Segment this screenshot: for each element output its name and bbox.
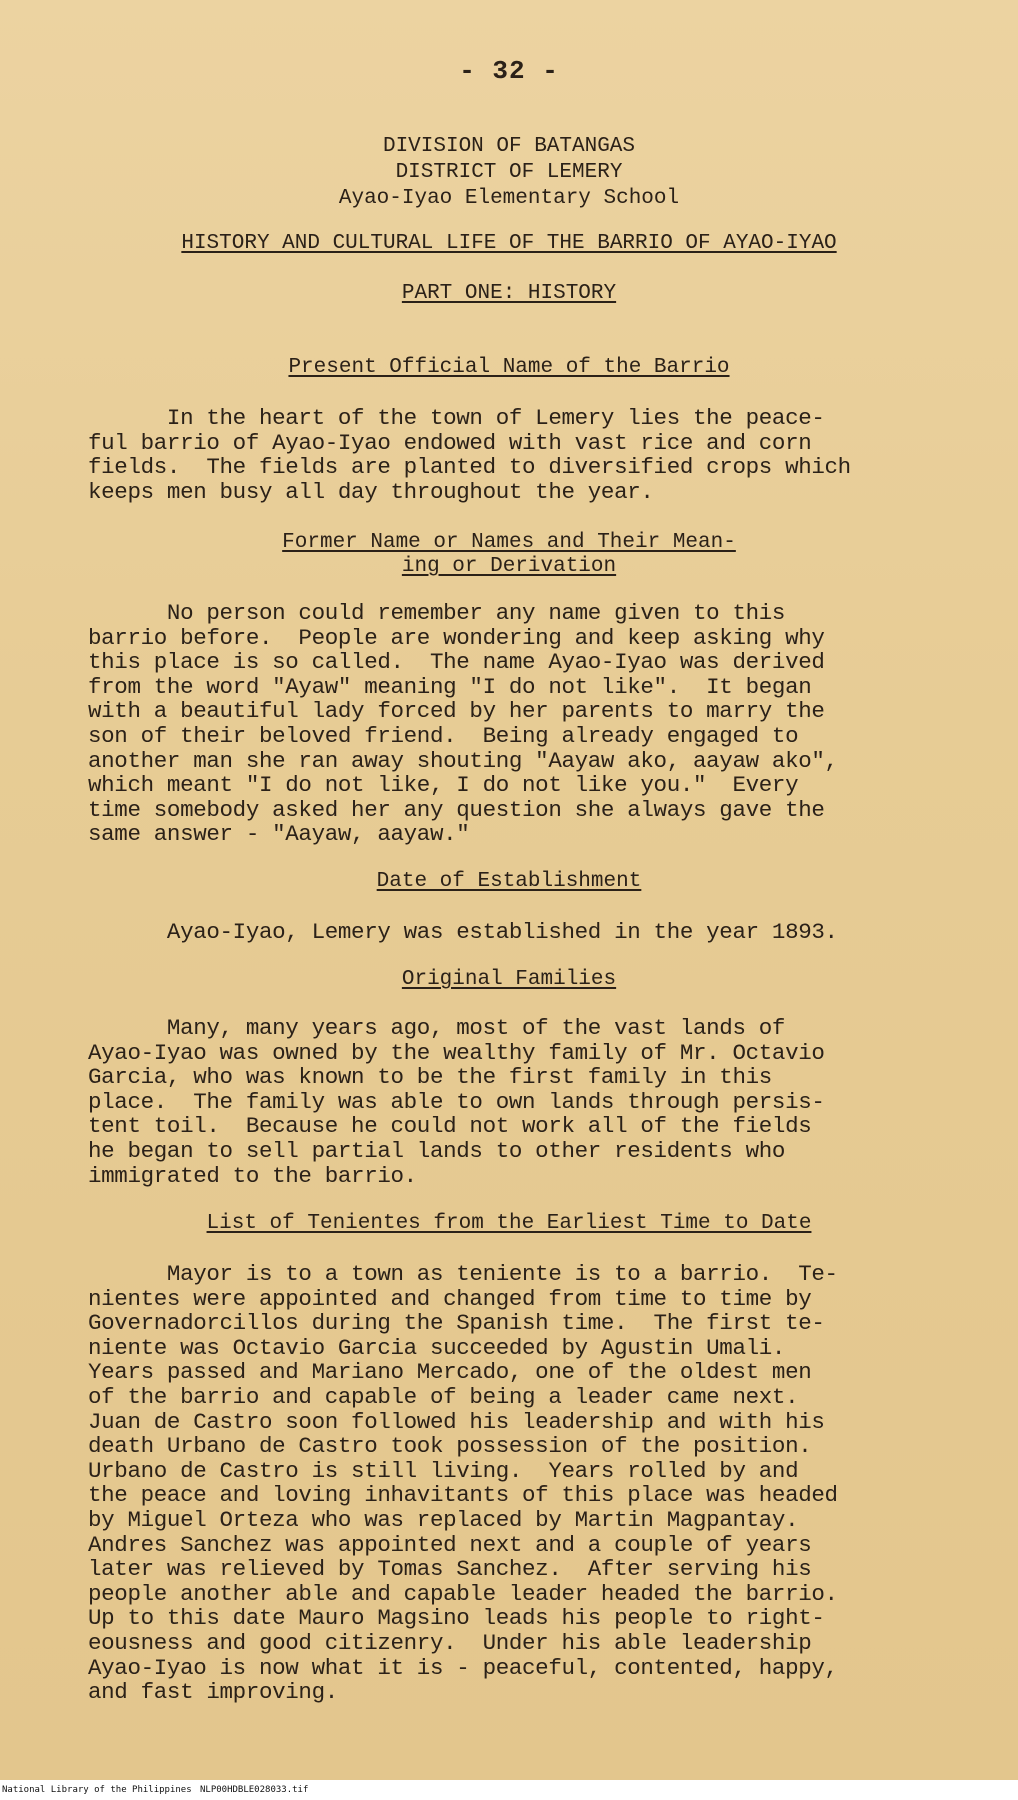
school-name: Ayao-Iyao Elementary School	[338, 187, 680, 210]
section-text-tenientes: Mayor is to a town as teniente is to a barrio. Te- nientes were appointed and changed from time to time by Governadorcillos during the Spanish time. The first te- niente was Octavio Garcia succeeded by Agustin Umali. Years passed and Mariano Mercado, one of the oldest men of the barrio and capable of being a leader came next. Juan de Castro soon followed his leadership and with his death Urbano de Castro took possession of the position. Urbano de Castro is still living. Years rolled by and the peace and loving inhavitants of this place was headed by Miguel Orteza who was replaced by Martin Magpantay. Andres Sanchez was appointed next and a couple of years later was relieved by Tomas Sanchez. After serving his people another able and capable leader headed the barrio. Up to this date Mauro Magsino leads his people to right- eousness and good citizenry. Under his able leadership Ayao-Iyao is now what it is - peaceful, contented, happy, and fast improving.	[88, 1261, 838, 1706]
footer-library: National Library of the Philippines	[2, 1785, 192, 1795]
section-heading-official-name: Present Official Name of the Barrio	[288, 356, 730, 379]
footer-file-id: NLP00HDBLE028033.tif	[200, 1785, 309, 1795]
division-name: DIVISION OF BATANGAS	[382, 135, 636, 158]
section-text-official-name: In the heart of the town of Lemery lies the peace- ful barrio of Ayao-Iyao endowed with vast rice and corn fields. The fields are planted to diversified crops which keeps men busy all day throughout the year.	[88, 405, 851, 505]
section-heading-former-names-line2: ing or Derivation	[401, 555, 617, 578]
page-number: - 32 -	[459, 56, 559, 86]
section-text-establishment: Ayao-Iyao, Lemery was established in the year 1893.	[88, 919, 838, 945]
section-heading-tenientes: List of Tenientes from the Earliest Time to Date	[206, 1212, 812, 1235]
section-text-families: Many, many years ago, most of the vast lands of Ayao-Iyao was owned by the wealthy family of Mr. Octavio Garcia, who was known to be the first family in this place. The family was able to own lands through persis- tent toil. Because he could not work all of the fields he began to sell partial lands to other residents who immigrated to the barrio.	[88, 1015, 825, 1189]
document-header	[0, 134, 1018, 212]
section-heading-families: Original Families	[401, 968, 617, 991]
part-title: PART ONE: HISTORY	[401, 282, 617, 305]
district-name: DISTRICT OF LEMERY	[395, 161, 623, 184]
section-heading-former-names-line1: Former Name or Names and Their Mean-	[282, 531, 736, 554]
scan-footer	[0, 1780, 1018, 1800]
section-heading-establishment: Date of Establishment	[376, 870, 642, 893]
section-text-former-names: No person could remember any name given to this barrio before. People are wondering and keep asking why this place is so called. The name Ayao-Iyao was derived from the word "Ayaw" meaning "I do not like". It began with a beautiful lady forced by her parents to marry the son of their beloved friend. Being already engaged to another man she ran away shouting "Aayaw ako, aayaw ako", which meant "I do not like, I do not like you." Every time somebody asked her any question she always gave the same answer - "Aayaw, aayaw."	[88, 600, 838, 848]
main-title: HISTORY AND CULTURAL LIFE OF THE BARRIO OF AYAO-IYAO	[181, 232, 837, 255]
